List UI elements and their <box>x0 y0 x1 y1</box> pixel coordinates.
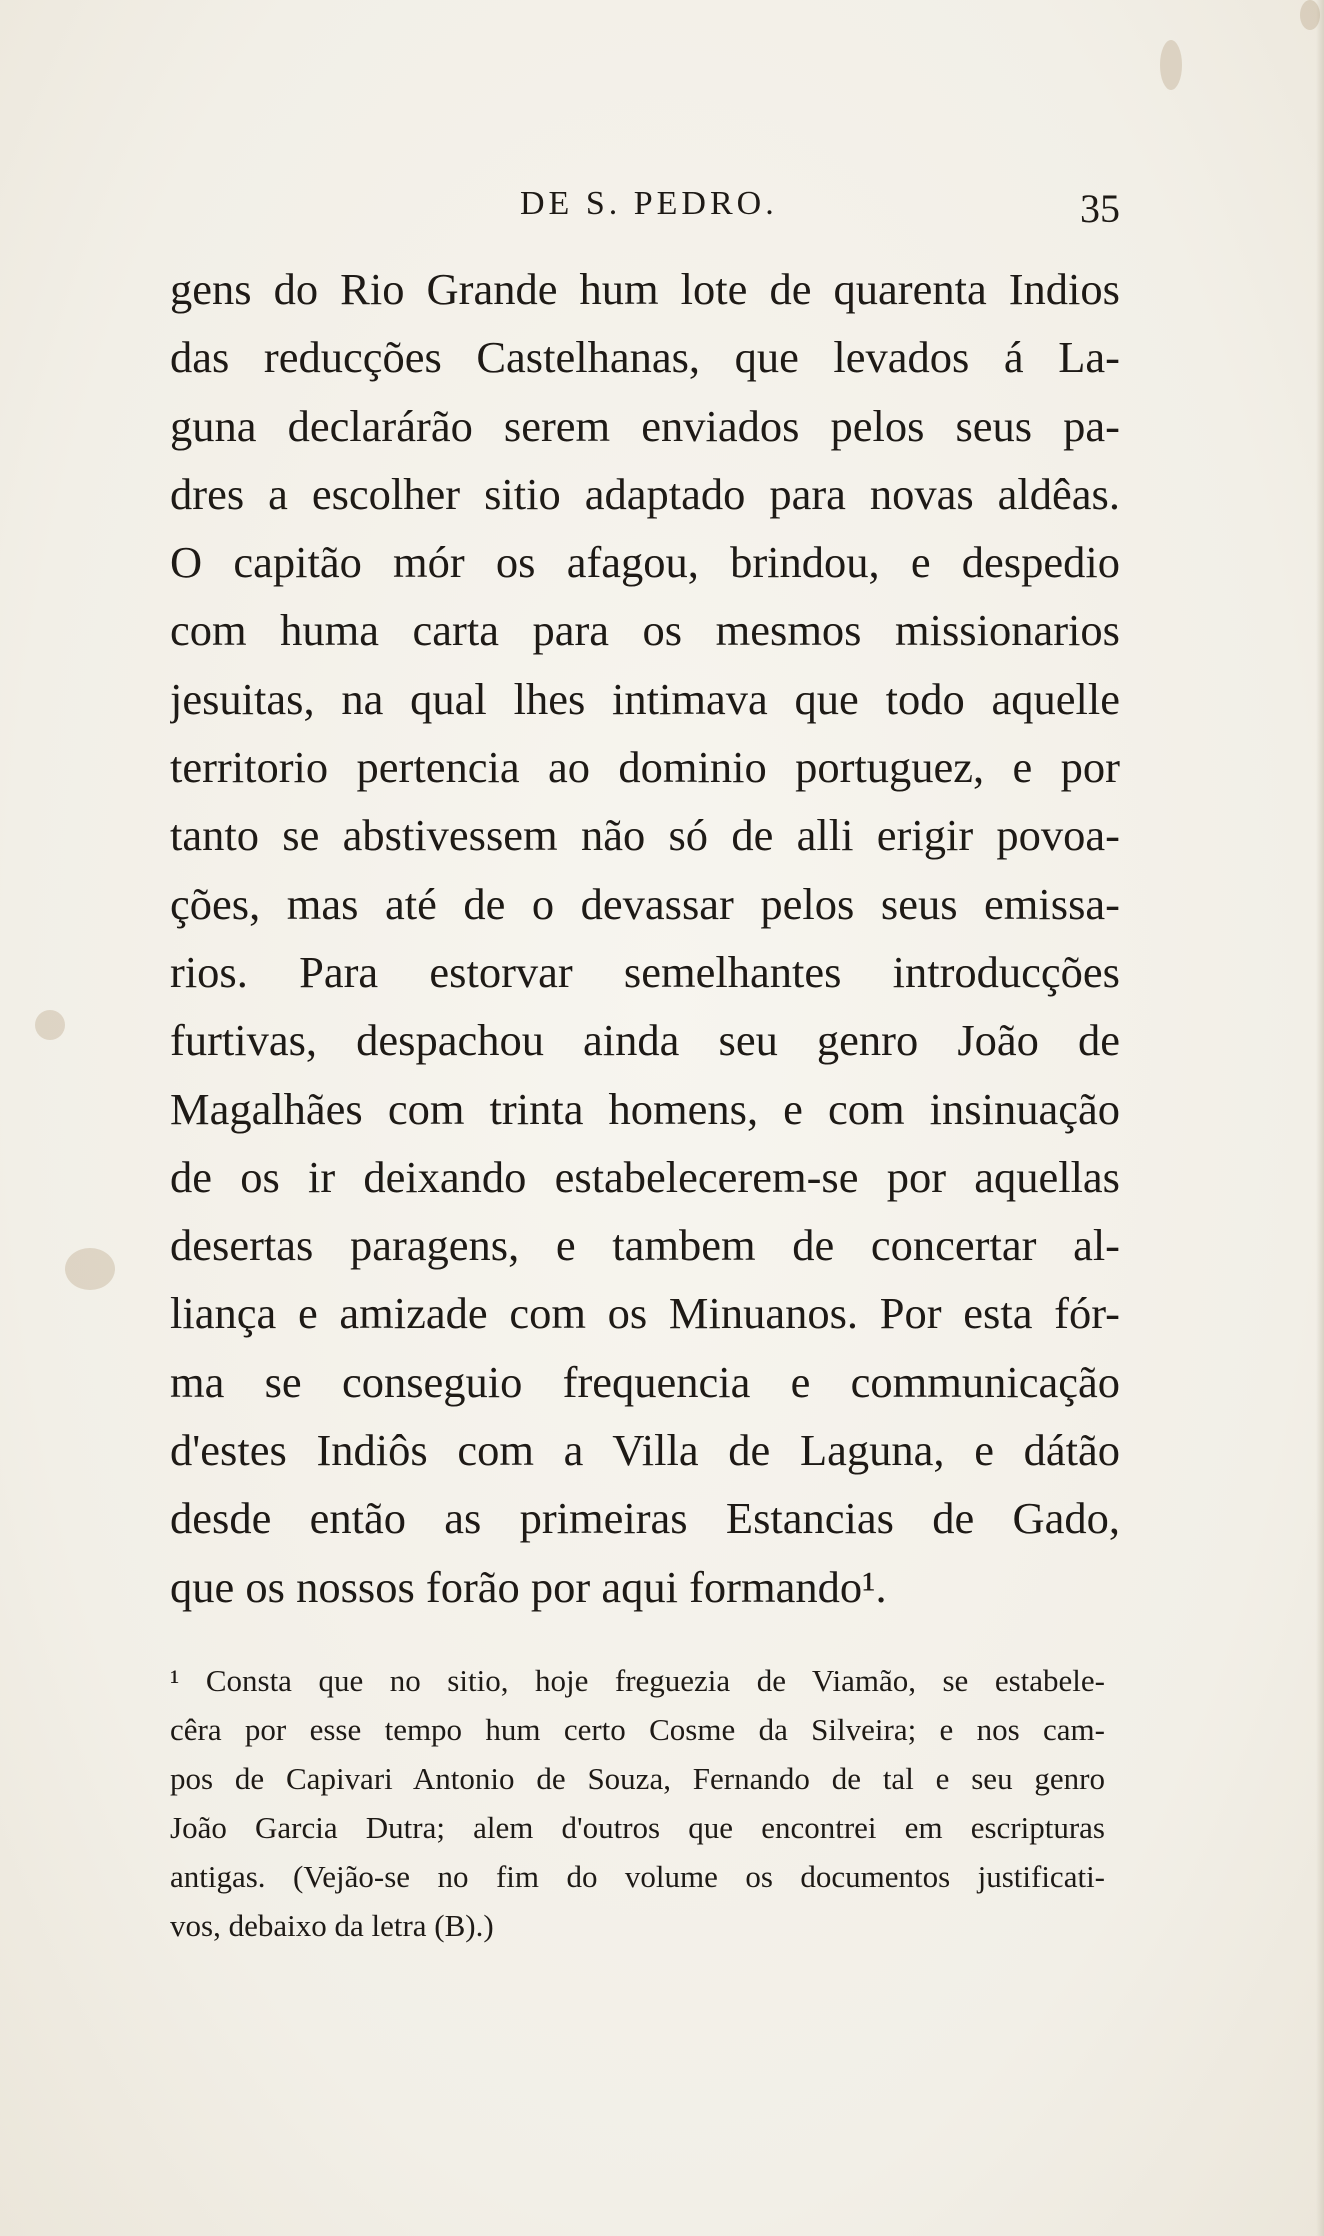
text-line: d'estes Indiôs com a Villa de Laguna, e dátão <box>170 1425 1120 1476</box>
footnote <box>170 1656 1105 1950</box>
text-line: desertas paragens, e tambem de concertar al- <box>170 1220 1120 1271</box>
text-line: que os nossos forão por aqui formando¹. <box>170 1561 887 1612</box>
stain-mark <box>35 1010 65 1040</box>
footnote-line: cêra por esse tempo hum certo Cosme da Silveira; e nos cam- <box>170 1712 1105 1747</box>
stain-mark <box>1160 40 1182 90</box>
stain-mark <box>1300 0 1320 30</box>
text-line: liança e amizade com os Minuanos. Por esta fór- <box>170 1288 1120 1339</box>
text-line: ma se conseguio frequencia e communicação <box>170 1356 1120 1407</box>
footnote-line: vos, debaixo da letra (B).) <box>170 1908 494 1943</box>
text-line: com huma carta para os mesmos missionarios <box>170 605 1120 656</box>
stain-mark <box>65 1248 115 1290</box>
text-line: de os ir deixando estabelecerem-se por aquellas <box>170 1151 1120 1202</box>
running-title: DE S. PEDRO. <box>520 185 778 222</box>
text-line: jesuitas, na qual lhes intimava que todo aquelle <box>170 673 1120 724</box>
footnote-line: pos de Capivari Antonio de Souza, Fernando de tal e seu genro <box>170 1761 1105 1796</box>
text-line: das reducções Castelhanas, que levados á La- <box>170 332 1120 383</box>
text-line: gens do Rio Grande hum lote de quarenta Indios <box>170 264 1120 314</box>
page-edge-shadow <box>1316 0 1324 2236</box>
footnote-line: antigas. (Vejão-se no fim do volume os documentos justificati- <box>170 1859 1105 1894</box>
running-header <box>520 185 1120 235</box>
footnote-line: ¹ Consta que no sitio, hoje freguezia de Viamão, se estabele- <box>170 1663 1105 1698</box>
text-line: furtivas, despachou ainda seu genro João de <box>170 1015 1120 1066</box>
text-line: Magalhães com trinta homens, e com insinuação <box>170 1083 1120 1134</box>
text-line: O capitão mór os afagou, brindou, e despedio <box>170 537 1120 588</box>
text-line: rios. Para estorvar semelhantes introducções <box>170 946 1120 997</box>
text-line: guna declarárão serem enviados pelos seus pa- <box>170 400 1120 451</box>
text-line: desde então as primeiras Estancias de Gado, <box>170 1493 1120 1544</box>
text-line: territorio pertencia ao dominio portuguez, e por <box>170 742 1120 793</box>
text-line: ções, mas até de o devassar pelos seus emissa- <box>170 878 1120 929</box>
main-text <box>170 255 1120 1621</box>
text-line: dres a escolher sitio adaptado para novas aldêas. <box>170 468 1120 519</box>
footnote-line: João Garcia Dutra; alem d'outros que encontrei em escripturas <box>170 1810 1105 1845</box>
text-line: tanto se abstivessem não só de alli erigir povoa- <box>170 810 1120 861</box>
page-number: 35 <box>1080 186 1120 231</box>
